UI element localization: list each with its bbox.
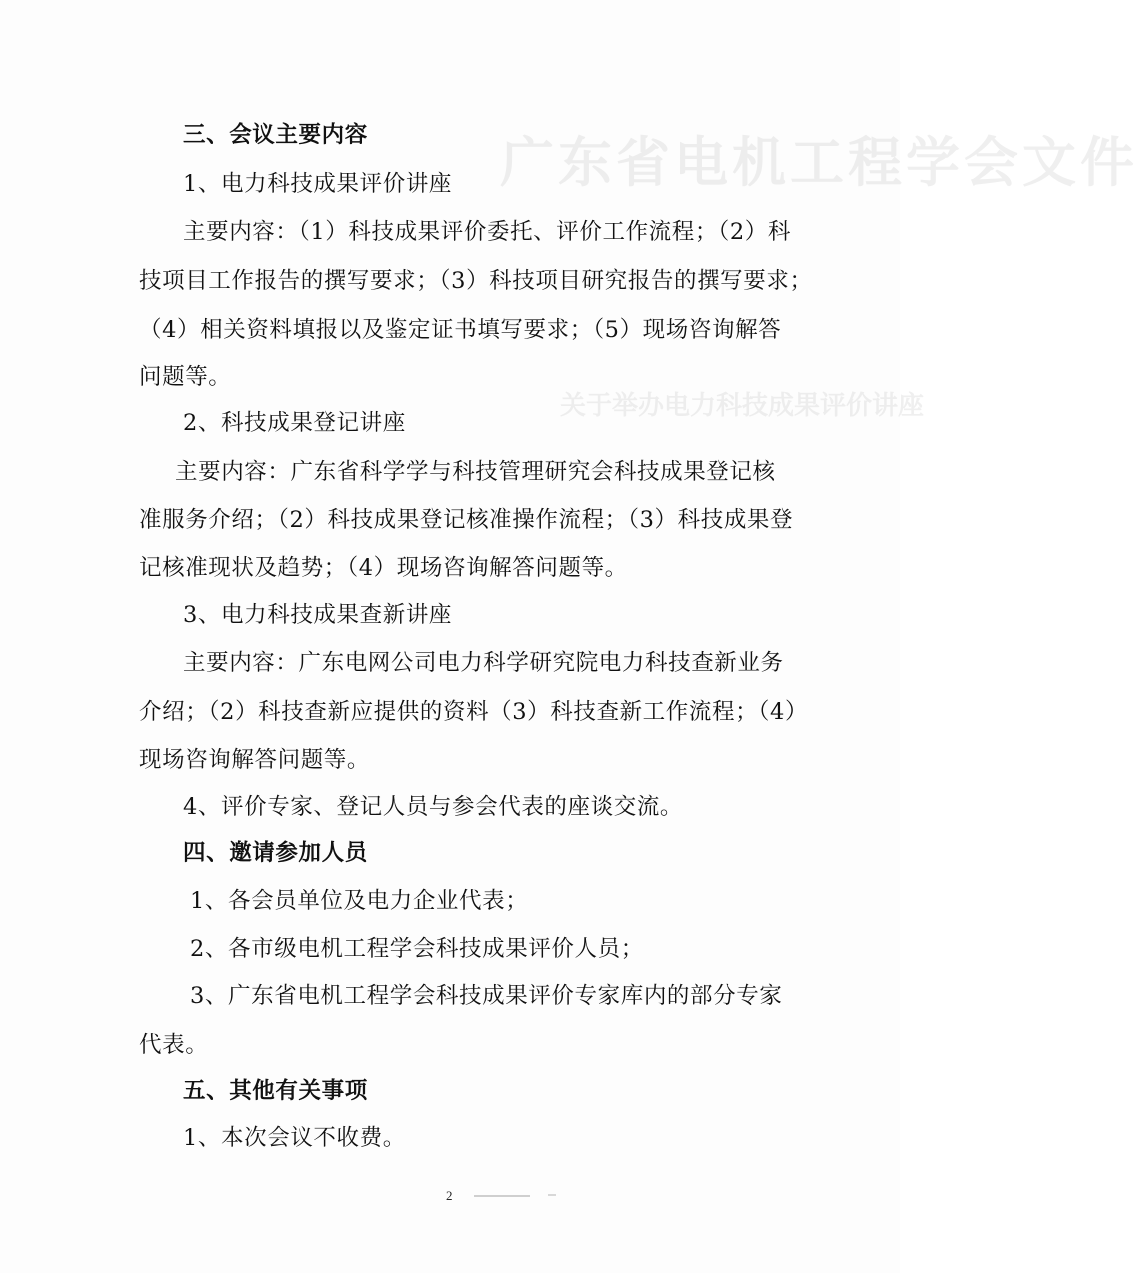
paragraph-line: 介绍；（2）科技查新应提供的资料（3）科技查新工作流程；（4） (139, 699, 809, 725)
matter-line: 1、本次会议不收费。 (183, 1125, 406, 1151)
attendee-line: 2、各市级电机工程学会科技成果评价人员； (190, 936, 644, 962)
attendee-line: 代表。 (139, 1032, 209, 1058)
paragraph-line: 主要内容：广东省科学学与科技管理研究会科技成果登记核 (175, 459, 776, 485)
attendee-line: 1、各会员单位及电力企业代表； (190, 888, 529, 914)
item-1-title: 1、电力科技成果评价讲座 (183, 171, 453, 197)
paragraph-line: 问题等。 (139, 364, 232, 390)
paragraph-line: 技项目工作报告的撰写要求；（3）科技项目研究报告的撰写要求； (139, 268, 813, 294)
paragraph-line: 准服务介绍；（2）科技成果登记核准操作流程；（3）科技成果登 (139, 507, 794, 533)
paragraph-line: 记核准现状及趋势；（4）现场咨询解答问题等。 (139, 555, 628, 581)
scan-mark (548, 1194, 556, 1196)
item-3-title: 3、电力科技成果查新讲座 (183, 602, 453, 628)
scan-mark (474, 1195, 530, 1197)
item-4-title: 4、评价专家、登记人员与参会代表的座谈交流。 (183, 794, 684, 820)
paragraph-line: 现场咨询解答问题等。 (139, 747, 371, 773)
section-heading-3: 三、会议主要内容 (183, 122, 368, 148)
paragraph-line: （4）相关资料填报以及鉴定证书填写要求；（5）现场咨询解答 (139, 317, 782, 343)
bleed-through-text: 关于举办电力科技成果评价讲座 (560, 391, 925, 421)
bleed-through-text: 广东省电机工程学会文件 (500, 131, 1138, 194)
attendee-line: 3、广东省电机工程学会科技成果评价专家库内的部分专家 (190, 983, 783, 1009)
item-2-title: 2、科技成果登记讲座 (183, 410, 406, 436)
page-number: 2 (446, 1188, 453, 1203)
paragraph-line: 主要内容：（1）科技成果评价委托、评价工作流程；（2）科 (183, 219, 791, 245)
paragraph-line: 主要内容：广东电网公司电力科学研究院电力科技查新业务 (183, 650, 784, 676)
section-heading-5: 五、其他有关事项 (183, 1078, 368, 1104)
section-heading-4: 四、邀请参加人员 (183, 840, 368, 866)
